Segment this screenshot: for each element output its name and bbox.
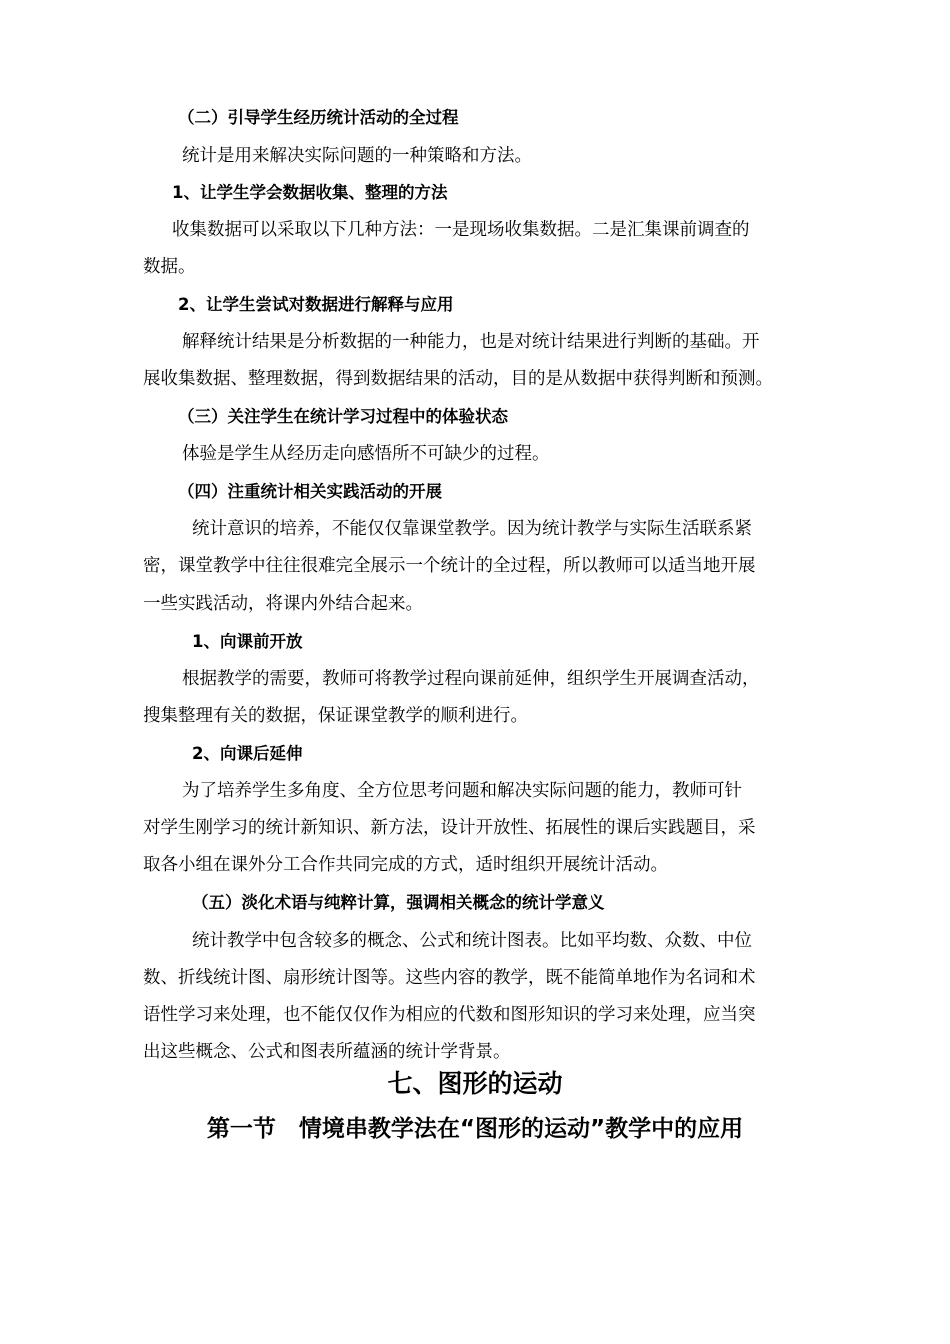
- heading-2: （二）引导学生经历统计活动的全过程: [178, 108, 459, 127]
- paragraph-line: 密，课堂教学中往往很难完全展示一个统计的全过程，所以教师可以适当地开展: [143, 556, 756, 576]
- paragraph-line: 取各小组在课外分工合作共同完成的方式，适时组织开展统计活动。: [143, 855, 668, 875]
- heading-3: （三）关注学生在统计学习过程中的体验状态: [178, 407, 508, 426]
- paragraph-line: 展收集数据、整理数据，得到数据结果的活动，目的是从数据中获得判断和预测。: [143, 369, 773, 389]
- paragraph-line: 统计意识的培养，不能仅仅靠课堂教学。因为统计教学与实际生活联系紧: [192, 519, 752, 539]
- paragraph-line: 数、折线统计图、扇形统计图等。这些内容的教学，既不能简单地作为名词和术: [143, 968, 756, 988]
- paragraph-line: 根据教学的需要，教师可将教学过程向课前延伸，组织学生开展调查活动，: [182, 669, 760, 689]
- heading-4-2: 2、向课后延伸: [192, 744, 303, 763]
- heading-4: （四）注重统计相关实践活动的开展: [178, 482, 442, 501]
- paragraph-line: 出这些概念、公式和图表所蕴涵的统计学背景。: [143, 1042, 511, 1062]
- heading-2-1: 1、让学生学会数据收集、整理的方法: [172, 183, 448, 202]
- paragraph-line: 解释统计结果是分析数据的一种能力，也是对统计结果进行判断的基础。开: [182, 332, 760, 352]
- section-title: 第一节 情境串教学法在“图形的运动”教学中的应用: [206, 1116, 744, 1142]
- paragraph-line: 体验是学生从经历走向感悟所不可缺少的过程。: [182, 444, 550, 464]
- paragraph-line: 数据。: [143, 257, 196, 277]
- paragraph-line: 语性学习来处理，也不能仅仅作为相应的代数和图形知识的学习来处理，应当突: [143, 1005, 756, 1025]
- paragraph-line: 收集数据可以采取以下几种方法：一是现场收集数据。二是汇集课前调查的: [172, 220, 750, 240]
- chapter-title: 七、图形的运动: [387, 1069, 563, 1098]
- paragraph-line: 一些实践活动，将课内外结合起来。: [143, 594, 423, 614]
- paragraph-line: 搜集整理有关的数据，保证课堂教学的顺利进行。: [143, 706, 528, 726]
- heading-4-1: 1、向课前开放: [192, 632, 303, 651]
- heading-5: （五）淡化术语与纯粹计算，强调相关概念的统计学意义: [192, 893, 605, 912]
- paragraph-line: 对学生刚学习的统计新知识、新方法，设计开放性、拓展性的课后实践题目，采: [143, 818, 756, 838]
- paragraph-line: 为了培养学生多角度、全方位思考问题和解决实际问题的能力，教师可针: [182, 781, 742, 801]
- paragraph-line: 统计教学中包含较多的概念、公式和统计图表。比如平均数、众数、中位: [192, 931, 752, 951]
- heading-2-2: 2、让学生尝试对数据进行解释与应用: [178, 295, 454, 314]
- paragraph-line: 统计是用来解决实际问题的一种策略和方法。: [182, 146, 532, 166]
